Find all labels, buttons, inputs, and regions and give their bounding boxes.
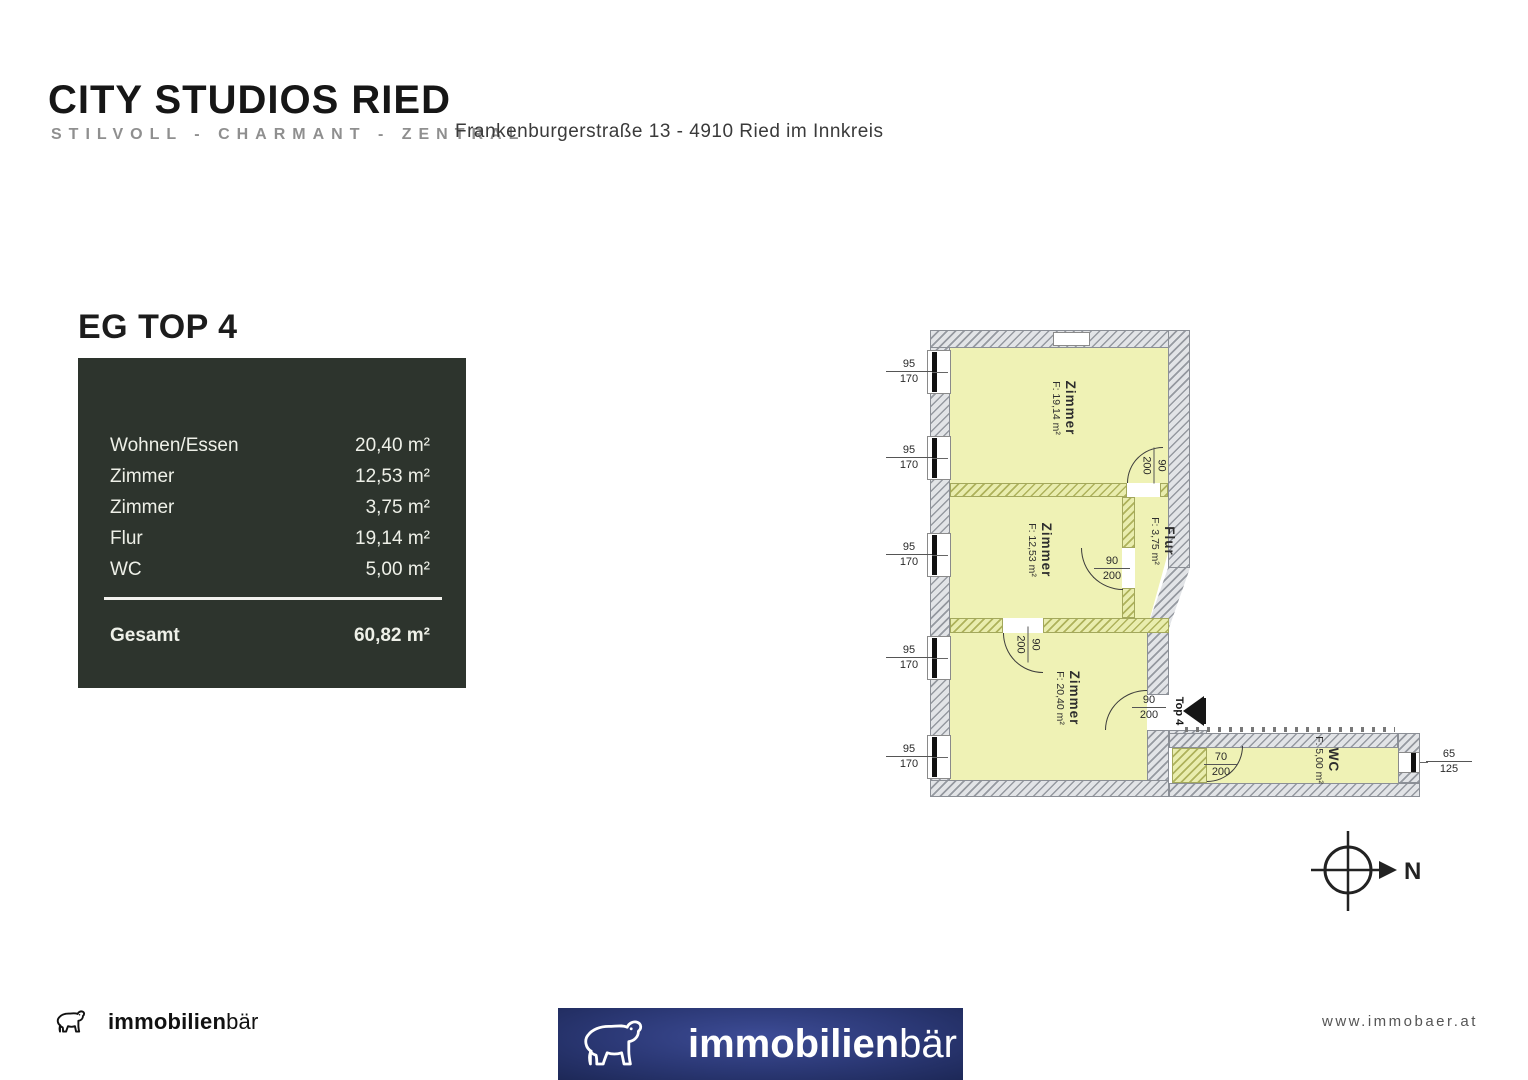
- wall-wc-top: [1169, 733, 1398, 748]
- bear-icon: [580, 1015, 676, 1073]
- table-row: [110, 461, 430, 492]
- wall-bottom: [930, 780, 1169, 797]
- table-row: [110, 523, 430, 554]
- room-label-zimmer-middle: Zimmer F: 12,53 m²: [1026, 522, 1054, 578]
- room-area: 12,53 m²: [355, 466, 430, 487]
- dimension-leader: [932, 458, 948, 459]
- table-row: [110, 430, 430, 461]
- table-row: [110, 554, 430, 585]
- partition-mid-b: [1122, 588, 1135, 618]
- wall-right-lower-a: [1147, 628, 1169, 695]
- window-dimension: 95 170: [886, 358, 932, 385]
- area-table: [110, 430, 430, 585]
- room-label: WC: [110, 559, 142, 580]
- floor-plan: [880, 315, 1490, 825]
- room-label-zimmer-bottom: Zimmer F: 20,40 m²: [1054, 670, 1082, 726]
- footer-banner: [558, 1008, 963, 1080]
- dimension-leader: [1420, 762, 1428, 763]
- wall-wc-teeth: [1185, 727, 1395, 732]
- room-label-wc: WC F: 5,00 m²: [1313, 736, 1341, 784]
- dimension-leader: [932, 757, 948, 758]
- room-label-flur: Flur F: 3,75 m²: [1149, 517, 1177, 565]
- total-area: 60,82 m²: [353, 625, 430, 646]
- entrance-arrow-bar: [1201, 698, 1206, 724]
- room-area: 19,14 m²: [355, 528, 430, 549]
- window-dimension: 95 170: [886, 541, 932, 568]
- total-divider: [104, 597, 442, 600]
- property-address: Frankenburgerstraße 13 - 4910 Ried im Innkreis: [455, 121, 884, 142]
- entrance-label: Top 4: [1173, 696, 1185, 726]
- room-area: 5,00 m²: [365, 559, 430, 580]
- dimension-leader: [932, 658, 948, 659]
- dimension-leader: [932, 555, 948, 556]
- door-dimension: 90 200: [1094, 555, 1130, 582]
- wc-vestibule: [1172, 748, 1207, 783]
- compass-arrow-icon: [1379, 861, 1397, 879]
- bear-icon: [55, 1006, 101, 1038]
- partition-low-a: [950, 618, 1003, 633]
- door-dimension-wc: 70 200: [1204, 751, 1238, 778]
- brand-wordmark: immobilienbär: [108, 1009, 259, 1034]
- partition-top-stub: [1160, 483, 1168, 497]
- unit-title: EG TOP 4: [78, 308, 238, 346]
- partition-mid-a: [1122, 497, 1135, 548]
- dimension-leader: [932, 372, 948, 373]
- total-label: Gesamt: [110, 625, 180, 646]
- window-dimension: 95 170: [886, 743, 932, 770]
- window-glyph: [1411, 753, 1416, 772]
- room-area: 3,75 m²: [365, 497, 430, 518]
- north-compass: [1303, 826, 1433, 916]
- window-top: [1053, 332, 1090, 346]
- room-label: Flur: [110, 528, 143, 549]
- compass-north-label: N: [1404, 858, 1422, 885]
- window-dimension: 95 170: [886, 644, 932, 671]
- window-dimension: 95 170: [886, 444, 932, 471]
- room-label: Zimmer: [110, 466, 175, 487]
- brand-wordmark: immobilienbär: [688, 1021, 957, 1066]
- door-dimension: 90 200: [1015, 627, 1042, 663]
- total-row: [110, 620, 430, 651]
- room-label: Zimmer: [110, 497, 175, 518]
- door-dimension-entrance: 90 200: [1132, 694, 1166, 721]
- wall-wc-bottom: [1169, 783, 1420, 797]
- window-wc: [1398, 752, 1420, 773]
- table-row: [110, 492, 430, 523]
- page-title: CITY STUDIOS RIED: [48, 78, 451, 122]
- door-dimension: 90 200: [1141, 448, 1168, 484]
- room-area: 20,40 m²: [355, 435, 430, 456]
- room-label: Wohnen/Essen: [110, 435, 239, 456]
- partition-low-b: [1043, 618, 1169, 633]
- website-link: www.immobaer.at: [1322, 1013, 1478, 1030]
- footer-logo-left: [55, 1006, 259, 1038]
- window-dimension-wc: 65 125: [1426, 748, 1472, 775]
- room-label-zimmer-top: Zimmer F: 19,14 m²: [1050, 380, 1078, 436]
- brand-tagline: STILVOLL - CHARMANT - ZENTRAL: [51, 126, 526, 143]
- area-summary-panel: [78, 358, 466, 688]
